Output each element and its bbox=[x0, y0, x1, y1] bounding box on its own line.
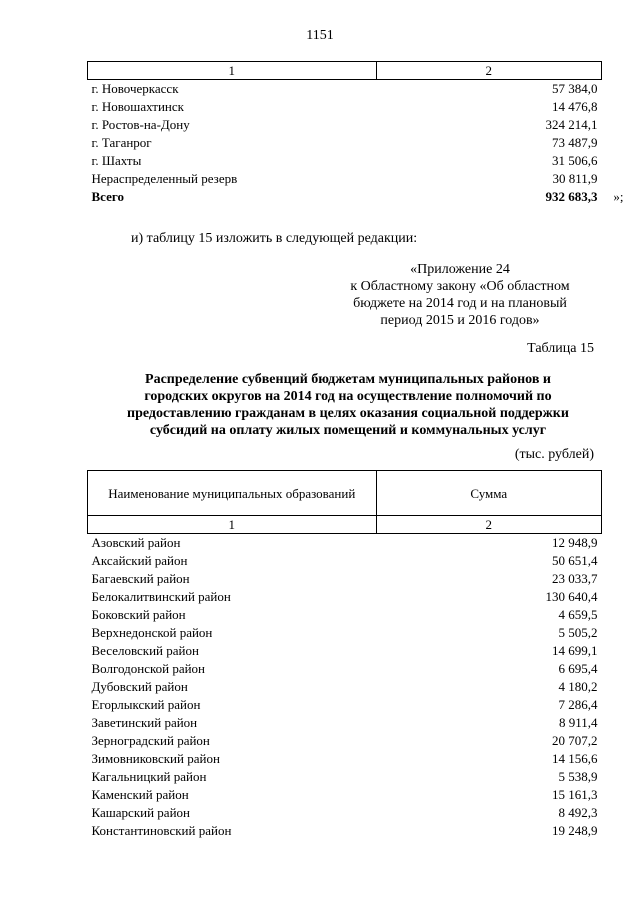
header-municipality-name bbox=[88, 471, 377, 516]
row-value: 12 948,9 bbox=[552, 535, 598, 550]
appendix-line-3: бюджете на 2014 год и на плановый bbox=[353, 296, 567, 311]
row-value: 50 651,4 bbox=[552, 553, 598, 568]
row-name: г. Шахты bbox=[91, 153, 142, 168]
page-number: 1151 bbox=[306, 28, 334, 43]
table-15-col2-header: 2 bbox=[376, 516, 601, 534]
table-row bbox=[88, 170, 602, 188]
table-row bbox=[88, 732, 602, 750]
row-value: 7 286,4 bbox=[558, 697, 598, 712]
table-row bbox=[88, 80, 602, 99]
row-value: 31 506,6 bbox=[552, 153, 598, 168]
row-value: 14 156,6 bbox=[552, 751, 598, 766]
row-value: 6 695,4 bbox=[558, 661, 598, 676]
table-row bbox=[88, 768, 602, 786]
table-row bbox=[88, 552, 602, 570]
appendix-reference bbox=[330, 261, 590, 329]
table-row bbox=[88, 696, 602, 714]
table-title-line-3: предоставлению гражданам в целях оказания социальной поддержки bbox=[127, 406, 569, 421]
row-name: Боковский район bbox=[91, 607, 186, 622]
row-value: 30 811,9 bbox=[552, 171, 598, 186]
table-row bbox=[88, 624, 602, 642]
table-row bbox=[88, 642, 602, 660]
row-name: г. Новошахтинск bbox=[91, 99, 184, 114]
row-name: г. Новочеркасск bbox=[91, 81, 179, 96]
row-name: Зерноградский район bbox=[91, 733, 210, 748]
table-row bbox=[88, 588, 602, 606]
table-15-body bbox=[88, 534, 602, 841]
table-row bbox=[88, 714, 602, 732]
table-1-total-value: 932 683,3 bbox=[545, 189, 598, 204]
table-row bbox=[88, 534, 602, 553]
table-row bbox=[88, 134, 602, 152]
row-value: 73 487,9 bbox=[552, 135, 598, 150]
row-name: Зимовниковский район bbox=[91, 751, 220, 766]
row-value: 4 659,5 bbox=[558, 607, 598, 622]
row-value: 4 180,2 bbox=[558, 679, 598, 694]
table-row bbox=[88, 98, 602, 116]
row-value: 14 476,8 bbox=[552, 99, 598, 114]
table-row bbox=[88, 678, 602, 696]
table-15-header bbox=[88, 471, 602, 516]
row-name: Егорлыкский район bbox=[91, 697, 201, 712]
row-name: Каменский район bbox=[91, 787, 189, 802]
table-title-line-1: Распределение субвенций бюджетам муниципальных районов и bbox=[145, 372, 551, 387]
row-name: Белокалитвинский район bbox=[91, 589, 231, 604]
table-title bbox=[88, 371, 608, 439]
row-name: Дубовский район bbox=[91, 679, 188, 694]
table-1-total-tail: »; bbox=[613, 189, 624, 204]
row-value: 5 505,2 bbox=[558, 625, 598, 640]
table-row bbox=[88, 750, 602, 768]
units-label: (тыс. рублей) bbox=[514, 447, 594, 462]
table-row bbox=[88, 116, 602, 134]
row-value: 15 161,3 bbox=[552, 787, 598, 802]
row-name: Аксайский район bbox=[91, 553, 188, 568]
amendment-intro: и) таблицу 15 изложить в следующей редакции: bbox=[131, 231, 418, 246]
row-value: 20 707,2 bbox=[552, 733, 598, 748]
appendix-line-1: «Приложение 24 bbox=[410, 262, 510, 277]
table-row bbox=[88, 152, 602, 170]
row-value: 130 640,4 bbox=[545, 589, 598, 604]
row-value: 324 214,1 bbox=[545, 117, 598, 132]
row-name: г. Таганрог bbox=[91, 135, 152, 150]
row-name: Верхнедонской район bbox=[91, 625, 213, 640]
table-15-col1-header: 1 bbox=[88, 516, 377, 534]
row-value: 23 033,7 bbox=[552, 571, 598, 586]
row-value: 19 248,9 bbox=[552, 823, 598, 838]
row-value: 8 911,4 bbox=[558, 715, 598, 730]
row-name: г. Ростов-на-Дону bbox=[91, 117, 190, 132]
table-label: Таблица 15 bbox=[527, 341, 594, 356]
row-value: 14 699,1 bbox=[552, 643, 598, 658]
table-row bbox=[88, 822, 602, 840]
row-name: Азовский район bbox=[91, 535, 181, 550]
table-row bbox=[88, 570, 602, 588]
table-title-line-4: субсидий на оплату жилых помещений и коммунальных услуг bbox=[149, 423, 547, 438]
table-1-total-label: Всего bbox=[91, 189, 124, 204]
table-1-col1-header: 1 bbox=[88, 62, 377, 80]
table-title-line-2: городских округов на 2014 год на осуществление полномочий по bbox=[144, 389, 552, 404]
appendix-line-2: к Областному закону «Об областном bbox=[350, 279, 570, 294]
table-1-total-cell bbox=[376, 188, 624, 206]
header-municipality-name-text: Наименование муниципальных образований bbox=[108, 485, 356, 501]
row-name: Заветинский район bbox=[91, 715, 198, 730]
row-name: Кашарский район bbox=[91, 805, 190, 820]
row-value: 5 538,9 bbox=[558, 769, 598, 784]
table-15-column-numbers bbox=[88, 516, 602, 534]
row-name: Веселовский район bbox=[91, 643, 199, 658]
appendix-line-4: период 2015 и 2016 годов» bbox=[380, 313, 540, 328]
table-15 bbox=[87, 470, 602, 840]
table-row bbox=[88, 804, 602, 822]
row-value: 8 492,3 bbox=[558, 805, 598, 820]
table-1-total-row bbox=[88, 188, 602, 206]
row-name: Константиновский район bbox=[91, 823, 232, 838]
table-row bbox=[88, 660, 602, 678]
row-name: Багаевский район bbox=[91, 571, 190, 586]
table-1-body bbox=[88, 80, 602, 189]
table-1-continuation bbox=[87, 61, 624, 206]
table-row bbox=[88, 606, 602, 624]
table-1-col2-header: 2 bbox=[376, 62, 601, 80]
table-1-column-numbers bbox=[88, 62, 602, 80]
row-name: Кагальницкий район bbox=[91, 769, 207, 784]
row-name: Нераспределенный резерв bbox=[91, 171, 238, 186]
row-name: Волгодонской район bbox=[91, 661, 206, 676]
table-row bbox=[88, 786, 602, 804]
header-sum: Сумма bbox=[376, 471, 601, 516]
row-value: 57 384,0 bbox=[552, 81, 598, 96]
